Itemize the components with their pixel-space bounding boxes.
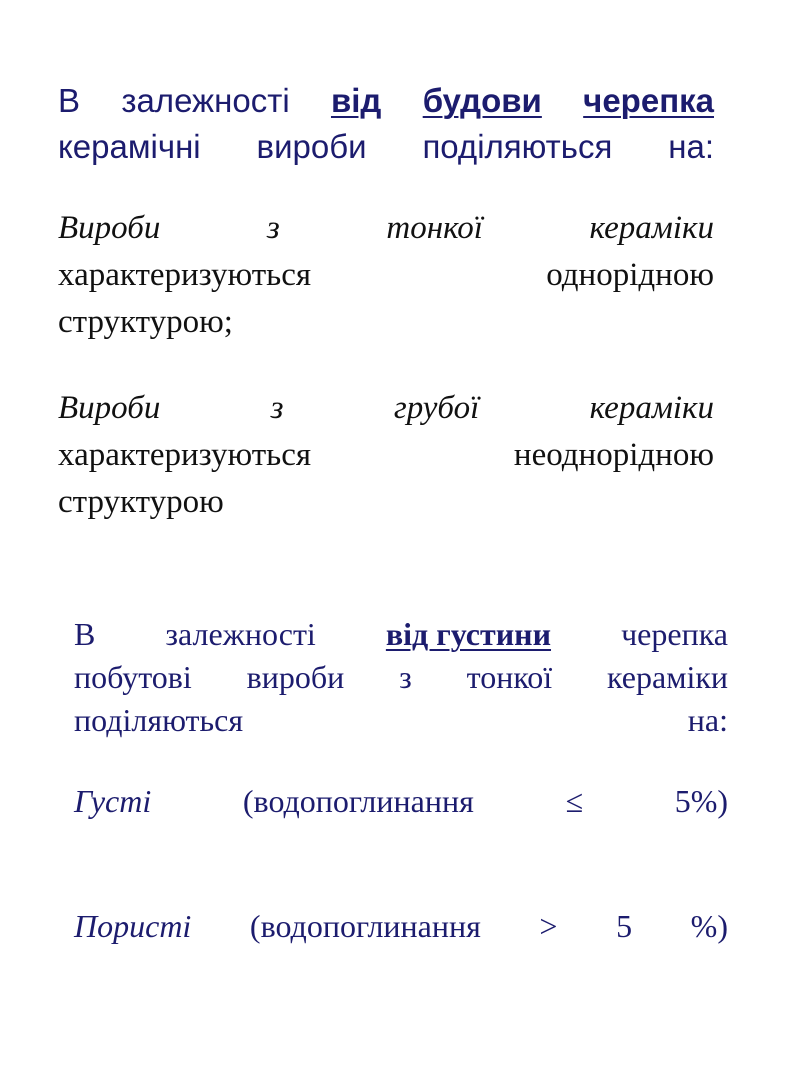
word: 5%): [674, 783, 728, 819]
word: кераміки: [607, 659, 728, 695]
highlight-word: від: [330, 82, 382, 119]
word: структурою: [58, 484, 224, 520]
word: тонкої: [466, 659, 553, 695]
fine-ceramics-line-2: [58, 257, 714, 294]
density-intro-line-2: [74, 659, 728, 696]
coarse-ceramics-line-2: [58, 437, 714, 474]
word: однорідною: [546, 257, 714, 293]
word: >: [539, 908, 558, 944]
word: керамічні: [58, 128, 201, 165]
word: В: [74, 616, 96, 652]
word: ≤: [565, 783, 584, 819]
density-intro-line-3: [74, 702, 728, 739]
word: кераміки: [589, 210, 714, 246]
word: залежності: [165, 616, 316, 652]
dense-line: [74, 783, 728, 820]
structure-intro-line-1: [58, 82, 714, 120]
structure-intro-line-2: [58, 128, 714, 166]
word: вироби: [256, 128, 367, 165]
word: на:: [668, 128, 714, 165]
word: %): [690, 908, 728, 944]
word: грубої: [393, 390, 480, 426]
fine-ceramics-line-1: [58, 210, 714, 247]
fine-ceramics-line-3: [58, 304, 233, 341]
word: кераміки: [589, 390, 714, 426]
word: на:: [687, 702, 728, 738]
word: 5: [616, 908, 633, 944]
density-intro-line-1: [74, 616, 728, 653]
word: вироби: [246, 659, 345, 695]
porous-line: [74, 908, 728, 945]
word: структурою;: [58, 304, 233, 340]
word: характеризуються: [58, 257, 312, 293]
word: (водопоглинання: [242, 783, 474, 819]
word: поділяються: [74, 702, 244, 738]
word: В: [58, 82, 81, 119]
coarse-ceramics-line-3: [58, 484, 224, 521]
dense-label: Густі: [74, 783, 152, 819]
word: неоднорідною: [513, 437, 714, 473]
highlight-word: черепка: [583, 82, 714, 119]
word: залежності: [121, 82, 290, 119]
word: з: [399, 659, 412, 695]
word: (водопоглинання: [249, 908, 481, 944]
porous-label: Пористі: [74, 908, 192, 944]
word: з: [270, 390, 284, 426]
word: Вироби: [58, 390, 161, 426]
word: тонкої: [386, 210, 483, 246]
highlight-word: від густини: [385, 616, 552, 652]
word: черепка: [621, 616, 728, 652]
word: характеризуються: [58, 437, 312, 473]
coarse-ceramics-line-1: [58, 390, 714, 427]
word: побутові: [74, 659, 192, 695]
word: Вироби: [58, 210, 161, 246]
word: поділяються: [422, 128, 613, 165]
highlight-word: будови: [422, 82, 542, 119]
word: з: [266, 210, 280, 246]
